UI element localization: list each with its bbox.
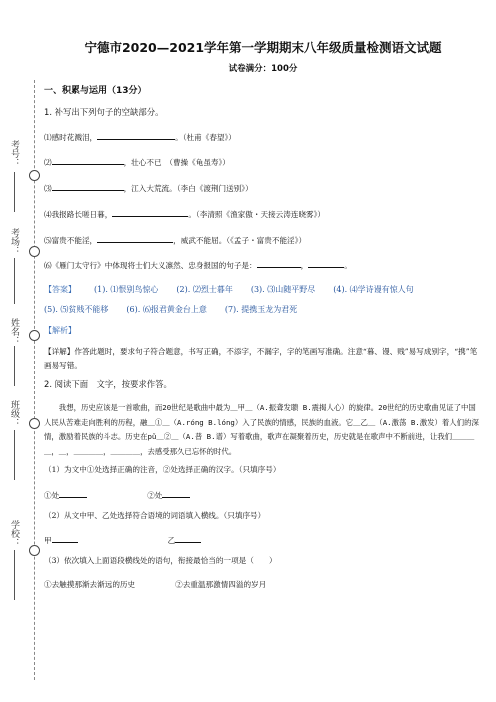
item-separator: ，	[300, 261, 309, 271]
answer-blank[interactable]	[59, 488, 87, 498]
question-2-stem: 2. 阅读下面 文字，按要求作答。	[44, 378, 172, 389]
question-1-stem: 1. 补写出下列句子的空缺部分。	[44, 107, 164, 118]
item-text: ⑶	[44, 184, 52, 194]
answer-blank[interactable]	[257, 258, 301, 268]
school-field[interactable]	[14, 550, 15, 600]
sub-question-2: （2）从文中甲、乙处选择符合语境的词语填入横线。（只填序号）	[44, 510, 266, 520]
answer-field-2	[147, 488, 190, 502]
answer-field-yi	[168, 533, 202, 547]
binding-hole	[29, 170, 40, 181]
exam-page	[44, 38, 482, 599]
fill-item-3	[44, 181, 482, 195]
item-text: ⑵	[44, 158, 52, 168]
sub-question-1-answers	[44, 488, 482, 502]
answer-item: (6). ⑹报君黄金台上意	[126, 305, 207, 315]
answer-blank[interactable]	[97, 233, 173, 243]
fill-item-1	[44, 130, 482, 144]
sub-question-3-options	[44, 579, 482, 591]
binding-hole	[29, 246, 40, 257]
analysis-tag: 【解析】	[44, 325, 76, 335]
answer-item: (3). ⑶山随平野尽	[250, 285, 316, 295]
answer-blank[interactable]	[52, 181, 124, 191]
answer-item: (2). ⑵烈士暮年	[176, 285, 233, 295]
answer-blank[interactable]	[52, 155, 124, 165]
answer-blank[interactable]	[112, 207, 188, 217]
field-label: ②处	[147, 490, 163, 500]
answer-item: (4). ⑷学诗谩有惊人句	[333, 285, 414, 295]
reading-passage: 我想，历史应该是一首歌曲，而20世纪是歌曲中最为＿甲＿（A.振聋发聩 B.震揭人心）的旋律。20世纪的历史歌曲见证了中国人民从苦难走向胜利的历程，融＿①＿（A.róng B.lóng）入了民族的情感，民族的血液。它＿乙＿（A.激荡 B.激发）着人们的深情，激励着民族的斗志。历史在pǔ＿②＿（A.普 B.谱）写着歌曲，歌声在凝聚着历史，历史就是在歌声中不断前进，让我们＿＿＿＿，＿，＿＿＿＿，＿＿＿＿，去感受那久已忘怀的时代。	[44, 402, 479, 457]
answer-field-1	[44, 488, 87, 502]
sub-question-1: （1）为文中①处选择正确的注音，②处选择正确的汉字。（只填序号）	[44, 465, 281, 475]
answer-blank[interactable]	[175, 533, 201, 543]
item-text: ⑸富贵不能淫，	[44, 235, 98, 245]
school-label: 学校：	[9, 520, 19, 547]
item-source: 。（李清照《渔家傲・天接云涛连晓雾》）	[188, 209, 326, 219]
answer-blank[interactable]	[97, 130, 175, 140]
fill-item-4	[44, 207, 482, 221]
section-heading: 一、积累与运用（13分）	[44, 85, 147, 96]
answer-item: (1). ⑴恨别鸟惊心	[94, 285, 159, 295]
answer-blank[interactable]	[52, 533, 78, 543]
item-text: ⑹《雁门太守行》中体现将士们大义凛然、忠身报国的句子是：	[44, 261, 257, 271]
answer-field-jia	[44, 533, 78, 547]
item-source: 。（杜甫《春望》）	[175, 132, 236, 142]
name-label: 姓名：	[9, 318, 19, 345]
binding-hole	[29, 418, 40, 429]
answer-tag: 【答案】	[44, 285, 76, 295]
item-text: ⑴感时花溅泪，	[44, 132, 98, 142]
fill-item-6	[44, 258, 482, 272]
field-label: ①处	[44, 490, 60, 500]
field-label: 甲	[44, 536, 52, 546]
answer-blank[interactable]	[162, 488, 190, 498]
item-source: ，壮心不已 （曹操《龟虽寿》）	[123, 158, 230, 168]
exam-room-field[interactable]	[14, 258, 15, 304]
binding-hole	[29, 545, 40, 556]
item-end: 。	[344, 261, 352, 271]
name-field[interactable]	[14, 346, 15, 386]
field-label: 乙	[167, 536, 176, 546]
exam-title: 宁德市2020—2021学年第一学期期末八年级质量检测语文试题	[84, 40, 442, 55]
option-2: ②去重温那激情四溢的岁月	[175, 579, 267, 589]
fill-item-2	[44, 155, 482, 169]
item-source: ，威武不能屈。（《孟子・富贵不能淫》）	[173, 235, 307, 245]
binding-margin	[0, 0, 44, 702]
answer-block	[44, 284, 482, 317]
fill-item-5	[44, 233, 482, 247]
detail-paragraph	[44, 345, 482, 372]
sub-question-2-answers	[44, 533, 482, 547]
exam-number-label: 考号：	[9, 140, 19, 167]
answer-blank[interactable]	[308, 258, 344, 268]
detail-text: 作答此题时，要求句子符合题意，书写正确，不添字，不漏字，字的笔画写准确。注意“暮、谩、贱”易写成别字，“携”笔画易写错。	[44, 347, 478, 370]
exam-number-field[interactable]	[14, 172, 15, 212]
detail-tag: 【详解】	[44, 347, 75, 357]
item-source: ，江入大荒流。（李白《渡荆门送别》）	[123, 184, 253, 194]
sub-question-3: （3）依次填入上面语段横线处的语句，衔接最恰当的一项是（ ）	[44, 556, 277, 566]
answer-item: (5). ⑸贫贱不能移	[44, 305, 109, 315]
answer-item: (7). 提携玉龙为君死	[224, 305, 298, 315]
exam-room-label: 考场：	[9, 228, 19, 255]
class-field[interactable]	[14, 430, 15, 480]
binding-hole	[29, 330, 40, 341]
option-1: ①去触摸那渐去渐远的历史	[44, 579, 136, 589]
class-label: 班级：	[9, 400, 19, 427]
exam-subtitle: 试卷满分：100分	[228, 64, 298, 75]
item-text: ⑷我报路长嗟日暮，	[44, 209, 113, 219]
